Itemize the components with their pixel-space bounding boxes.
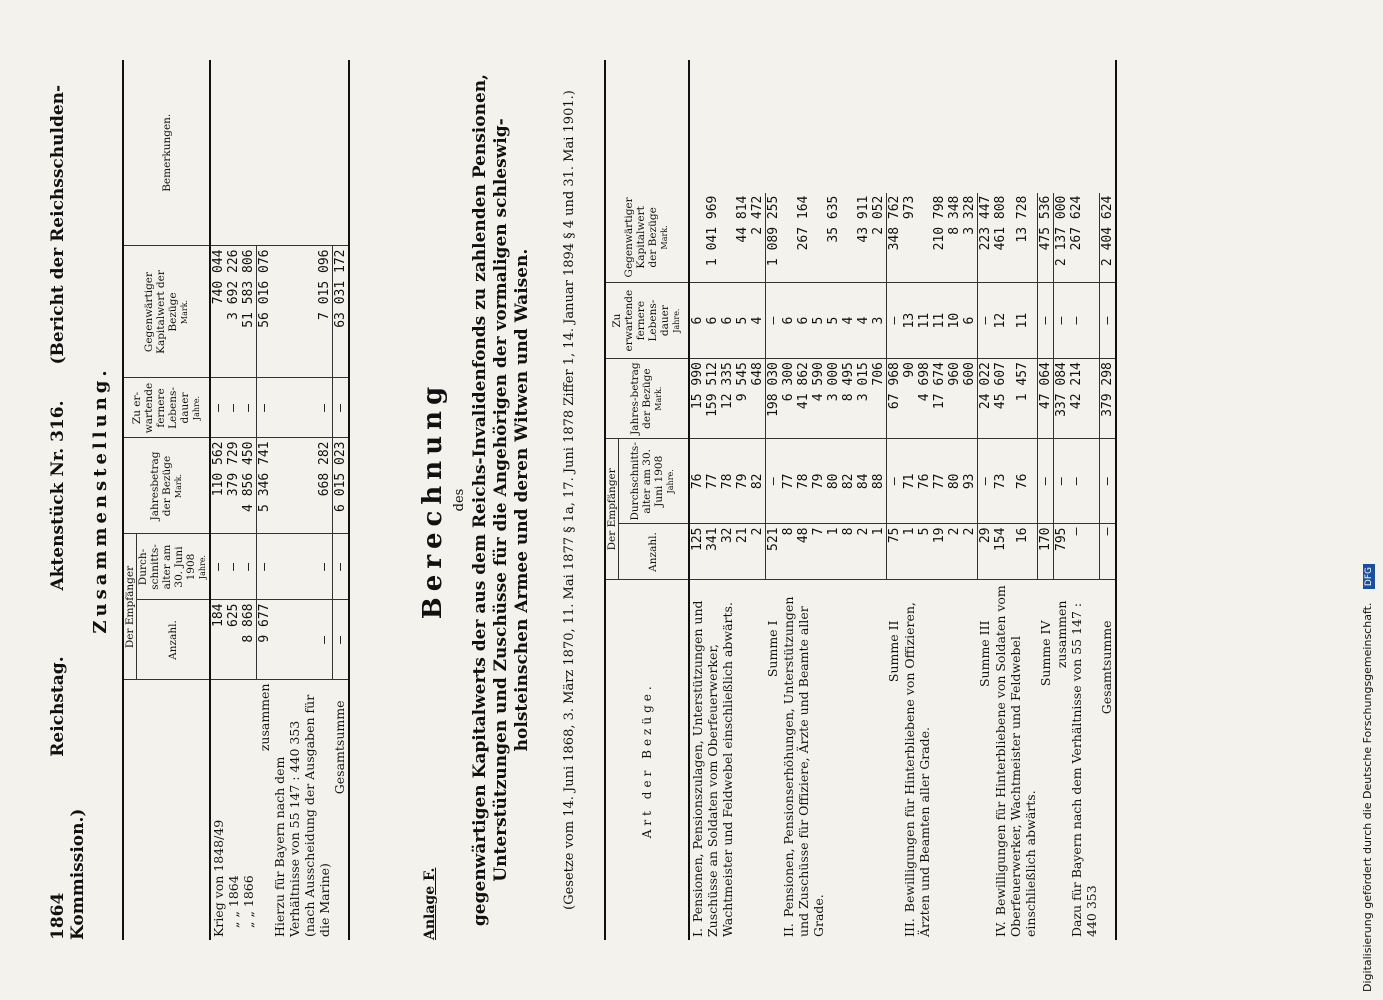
- summary-col-dauer: Zu er-wartende fernere Lebens-dauer Jahre.: [123, 378, 210, 438]
- summary-zusammen-row: zusammen 9 677 — 5 346 741 — 56 016 076: [257, 60, 273, 940]
- main-col-kapital: Gegenwärtiger Kapitalwert der Bezüge Mark.: [605, 193, 689, 283]
- page-header: [48, 50, 88, 940]
- main-col-art: Art der Bezüge.: [605, 580, 689, 940]
- summary-col-jahres: Jahresbetrag der Bezüge Mark.: [123, 438, 210, 534]
- main-col-dauer: Zu erwartende fernere Lebens-dauer Jahre.: [605, 283, 689, 359]
- anlage-text: gegenwärtigen Kapitalwerts der aus dem Reichs-Invalidenfonds zu zahlenden Pensionen, Unterstützungen und Zuschüsse für die Angehörigen der vormaligen schleswig-holsteinschen Armee und deren Witwen und Waisen.: [470, 73, 532, 927]
- section-summe-row: Summe IV 170 — 47 064 — 475 536: [1038, 60, 1054, 940]
- main-gesamt-row: Gesamtsumme — — 379 298 — 2 404 624: [1099, 60, 1116, 940]
- page-number: 1864: [48, 892, 68, 940]
- section-numeral: II.: [780, 923, 796, 937]
- table-row: 1 80 3 000 5 35 635: [826, 60, 841, 940]
- document-number: Aktenstück Nr. 316.: [48, 400, 68, 591]
- section-numeral: III.: [901, 918, 917, 937]
- table-row: 2 93 600 6 3 328: [962, 60, 978, 940]
- section-numeral: IV.: [992, 921, 1008, 937]
- table-row: 32 78 12 335 6: [720, 60, 735, 940]
- table-row: I.Pensionen, Pensionszulagen, Unterstützungen und Zuschüsse an Soldaten vom Oberfeuerwerker, Wachtmeister und Feldwebel einschließlich abwärts. 125 76 15 990 6: [689, 60, 705, 940]
- section-summe-row: Summe II 75 — 67 968 — 348 762: [886, 60, 902, 940]
- table-row: 2 84 3 015 4 43 911: [856, 60, 871, 940]
- table-row: 7 79 4 590 5: [811, 60, 826, 940]
- anlage-laws: (Gesetze vom 14. Juni 1868, 3. März 1870, 11. Mai 1877 § 1a, 17. Juni 1878 Ziffer 1, 14. Januar 1894 § 4 und 31. Mai 1901.): [562, 90, 577, 910]
- section-summe-row: Summe III 29 — 24 022 — 223 447: [977, 60, 993, 940]
- table-row: „ „ 1866 8 868 — 4 856 450 — 51 583 806: [241, 60, 257, 940]
- section-numeral: I.: [689, 928, 705, 937]
- table-row: 16 76 1 457 11 13 728: [1015, 60, 1038, 940]
- table-row: 19 77 17 674 11 210 798: [932, 60, 947, 940]
- summary-col-bem: Bemerkungen.: [123, 60, 210, 246]
- table-row: 2 80 960 10 8 348: [947, 60, 962, 940]
- main-col-jahres: Jahres-betrag der Bezüge Mark.: [605, 359, 689, 439]
- summary-col-alter: Durch-schnitts-alter am 30. Juni 1908 Jahre.: [137, 534, 211, 600]
- section-label: Pensionen, Pensionserhöhungen, Unterstützungen und Zuschüsse für Offiziere, Ärzte und Beamte aller Grade.: [780, 596, 826, 937]
- main-col-empf: Der Empfänger: [605, 439, 619, 580]
- table-row: Krieg von 1848/49 184 — 110 562 — 740 044: [210, 60, 226, 940]
- summary-table: [122, 60, 350, 940]
- summary-col-label: [123, 680, 210, 940]
- digitization-credit: Digitalisierung gefördert durch die Deutsche Forschungsgemeinschaft.: [1361, 602, 1374, 992]
- table-row: 8 82 8 495 4: [841, 60, 856, 940]
- section-label: Bewilligungen für Hinterbliebene von Soldaten vom Oberfeuerwerker, Wachtmeister und Feldwebel einschließlich abwärts.: [992, 585, 1038, 937]
- table-row: IV.Bewilligungen für Hinterbliebene von Soldaten vom Oberfeuerwerker, Wachtmeister und Feldwebel einschließlich abwärts. 154 73 45 607 12 461 808: [993, 60, 1015, 940]
- summary-gesamt-row: Gesamtsumme — — 6 015 023 — 63 031 172: [332, 60, 349, 940]
- anlage-title: Berechnung: [418, 380, 448, 620]
- anlage-des: des: [452, 488, 467, 512]
- main-table-body: [689, 60, 1116, 940]
- section-label: Pensionen, Pensionszulagen, Unterstützungen und Zuschüsse an Soldaten vom Oberfeuerwerker, Wachtmeister und Feldwebel einschließlich abwärts.: [689, 600, 735, 937]
- table-row: 2 82 648 4 2 472: [750, 60, 766, 940]
- table-row: „ „ 1864 625 — 379 729 — 3 692 226: [226, 60, 241, 940]
- parliament-name: Reichstag.: [48, 656, 68, 757]
- summary-col-kapital: Gegenwärtiger Kapitalwert der Bezüge Mark.: [123, 246, 210, 378]
- main-table: [604, 60, 1117, 940]
- summary-bayern-row: Hierzu für Bayern nach dem Verhältnisse von 55 147 : 440 353 (nach Ausscheidung der Ausgaben für die Marine) — — 668 282 — 7 015 096: [272, 60, 332, 940]
- summary-title: Zusammenstellung.: [90, 366, 111, 634]
- summary-col-empf: Der Empfänger: [123, 534, 137, 680]
- main-zusammen-row: zusammen 795 — 337 084 — 2 137 000: [1054, 60, 1070, 940]
- dfg-logo: DFG: [1363, 564, 1375, 589]
- main-col-alter: Durchschnitts-alter am 30. Juni 1908 Jahre.: [619, 439, 689, 524]
- section-label: Bewilligungen für Hinterbliebene von Offizieren, Ärzten und Beamten aller Grade.: [901, 602, 932, 937]
- main-bayern-row: Dazu für Bayern nach dem Verhältnisse von 55 147 : 440 353 — — 42 214 — 267 624: [1069, 60, 1099, 940]
- table-row: III.Bewilligungen für Hinterbliebene von Offizieren, Ärzten und Beamten aller Grade. 1 71 90 13 973: [902, 60, 917, 940]
- table-row: II.Pensionen, Pensionserhöhungen, Unterstützungen und Zuschüsse für Offiziere, Ärzte und Beamte aller Grade. 8 77 6 300 6: [781, 60, 796, 940]
- section-summe-row: Summe I 521 — 198 030 — 1 089 255: [765, 60, 781, 940]
- anlage-label: Anlage F.: [422, 867, 438, 940]
- table-row: 5 76 4 698 11: [917, 60, 932, 940]
- table-row: 1 88 706 3 2 052: [871, 60, 887, 940]
- sidebar-credit: [1353, 0, 1383, 1000]
- report-name: (Bericht der Reichsschulden-Kommission.): [48, 84, 88, 940]
- table-row: 21 79 9 545 5 44 814: [735, 60, 750, 940]
- table-row: 48 78 41 862 6 267 164: [796, 60, 811, 940]
- main-col-anzahl: Anzahl.: [619, 524, 689, 580]
- table-row: 341 77 159 512 6 1 041 969: [705, 60, 720, 940]
- summary-col-anzahl: Anzahl.: [137, 600, 211, 680]
